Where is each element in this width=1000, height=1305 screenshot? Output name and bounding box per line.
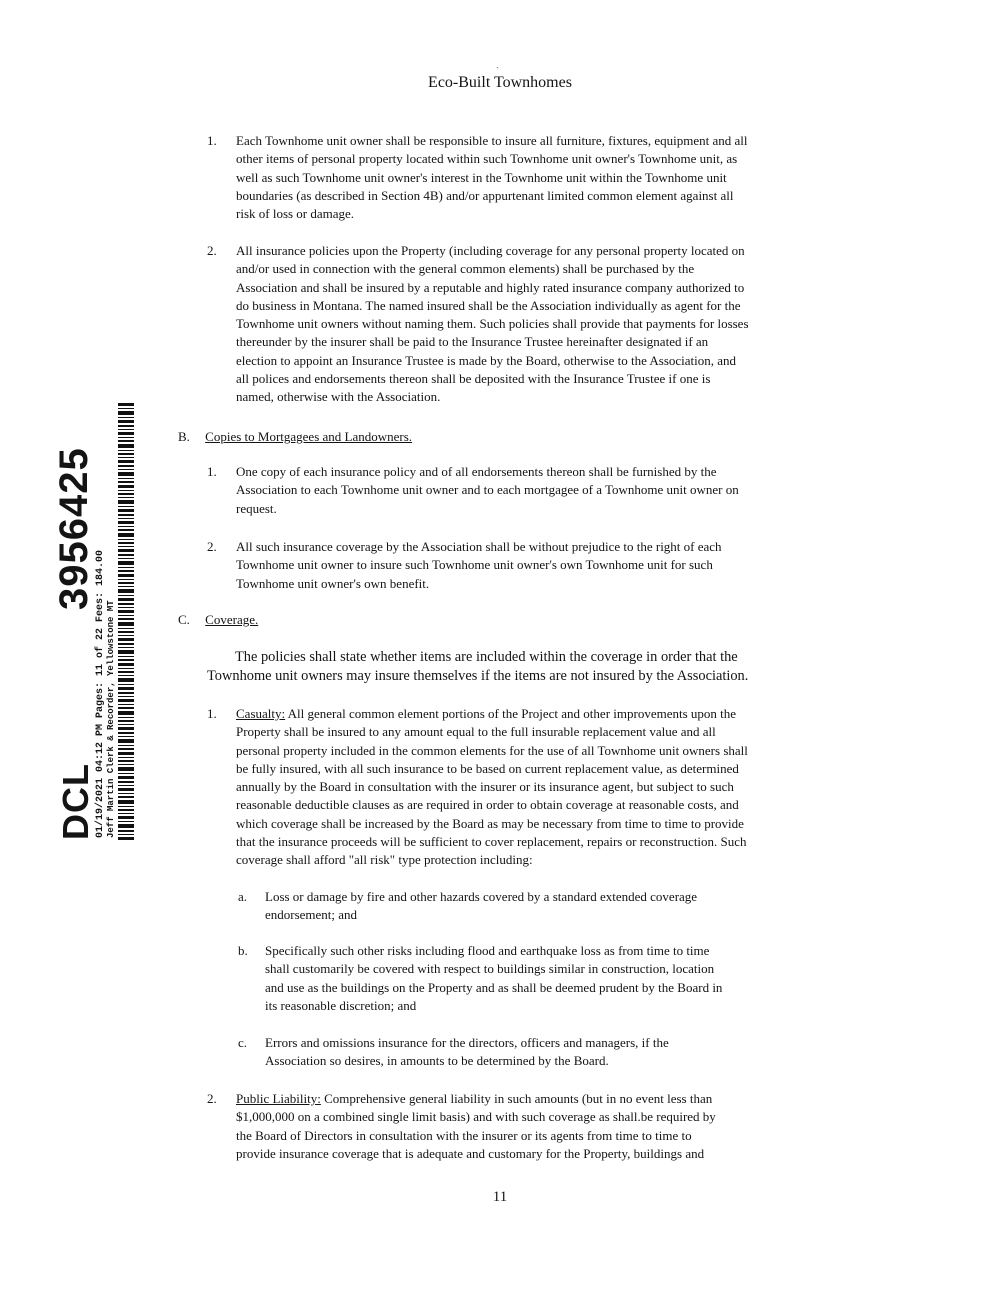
section-c-heading	[178, 611, 258, 629]
section-title: Coverage.	[205, 612, 259, 627]
stray-mark: ˏ	[496, 58, 500, 69]
text-line: Errors and omissions insurance for the directors, officers and managers, if the	[265, 1035, 669, 1050]
copies-item-1	[236, 463, 876, 518]
text-fragment: All general common element portions of the Project and other improvements upon the	[285, 706, 737, 721]
text-line: All such insurance coverage by the Association shall be without prejudice to the right of each	[236, 539, 722, 554]
subitem-a	[265, 888, 865, 925]
coverage-intro	[207, 648, 887, 686]
item-number: 2.	[207, 1091, 217, 1106]
insurance-item-1	[236, 132, 876, 223]
text-line: election to appoint an Insurance Trustee is made by the Board, otherwise to the Association, and	[236, 352, 737, 368]
text-fragment: Comprehensive general liability in such amounts (but in no event less than	[320, 1091, 713, 1106]
item-number: 1.	[207, 133, 217, 148]
text-line: reasonable deductible clauses as are required in order to obtain coverage at reasonable costs, and	[236, 797, 739, 813]
text-line: coverage shall afford "all risk" type protection including:	[236, 852, 533, 868]
recording-stamp	[52, 400, 135, 840]
subitem-letter: a.	[238, 889, 248, 904]
text-line: Townhome unit owners may insure themselves if the items are not insured by the Association.	[207, 668, 749, 684]
text-line: well as such Townhome unit owner's interest in the Townhome unit within the Townhome unit	[236, 169, 727, 185]
subitem-c	[265, 1034, 865, 1071]
text-line: risk of loss or damage.	[236, 206, 355, 222]
section-b-heading	[178, 428, 412, 446]
document-header: Eco-Built Townhomes	[428, 74, 572, 91]
section-letter: B.	[178, 429, 190, 444]
text-line: the Board of Directors in consultation with the insurer or its agents from time to time to	[236, 1127, 692, 1143]
text-line: be fully insured, with all such insurance to be based on current replacement value, as determined	[236, 760, 739, 776]
section-letter: C.	[178, 612, 190, 627]
text-line: Association to each Townhome unit owner and to each mortgagee of a Townhome unit owner on	[236, 482, 739, 498]
text-line: Townhome unit owners without naming them. Such policies shall provide that payments for losses	[236, 316, 749, 332]
copies-item-2	[236, 538, 876, 593]
stamp-prefix: DCL	[55, 763, 96, 840]
text-line: Loss or damage by fire and other hazards covered by a standard extended coverage	[265, 889, 698, 904]
text-line: The policies shall state whether items are included within the coverage in order that the	[235, 649, 738, 665]
text-line: Townhome unit owner's own benefit.	[236, 575, 430, 591]
casualty-item	[236, 705, 876, 870]
text-line: named, otherwise with the Association.	[236, 389, 441, 405]
casualty-label: Casualty:	[236, 706, 286, 721]
text-line: request.	[236, 500, 277, 516]
stamp-recording-info: 01/19/2021 04:12 PM Pages: 11 of 22 Fees: 184.00	[95, 549, 106, 838]
text-line: its reasonable discretion; and	[265, 997, 417, 1013]
public-liability-item	[236, 1090, 876, 1163]
text-line: Association and shall be insured by a reputable and highly rated insurance company authorized to	[236, 279, 745, 295]
subitem-b	[265, 942, 865, 1015]
text-line: other items of personal property located within such Townhome unit owner's Townhome unit, as	[236, 151, 738, 167]
text-line: Each Townhome unit owner shall be responsible to insure all furniture, fixtures, equipment and all	[236, 133, 748, 148]
text-line	[236, 705, 876, 723]
item-number: 2.	[207, 243, 217, 258]
item-number: 1.	[207, 706, 217, 721]
text-line: personal property included in the common elements for the use of all Townhome unit owners shall	[236, 742, 748, 758]
subitem-letter: b.	[238, 943, 248, 958]
text-line: endorsement; and	[265, 907, 358, 923]
text-line: and/or used in connection with the general common elements) shall be purchased by the	[236, 261, 695, 277]
text-line: all polices and endorsements thereon shall be deposited with the Insurance Trustee if one is	[236, 371, 711, 387]
text-line: Association so desires, in amounts to be determined by the Board.	[265, 1053, 609, 1069]
page-number: 11	[492, 1189, 508, 1205]
text-line: boundaries (as described in Section 4B) and/or appurtenant limited common element against all	[236, 187, 734, 203]
text-line: annually by the Board in consultation with the insurer or its insurance agent, but subject to such	[236, 779, 734, 795]
section-title: Copies to Mortgagees and Landowners.	[205, 429, 413, 444]
text-line: shall customarily be covered with respect to buildings similar in construction, location	[265, 961, 715, 977]
item-number: 1.	[207, 464, 217, 479]
text-line: All insurance policies upon the Property (including coverage for any personal property located on	[236, 243, 745, 258]
text-line: One copy of each insurance policy and of all endorsements thereon shall be furnished by the	[236, 464, 717, 479]
stamp-document-number: 3956425	[52, 447, 96, 610]
text-line: Townhome unit owner to insure such Townhome unit owner's own Townhome unit for such	[236, 557, 713, 573]
text-line: and use as the buildings on the Property and as shall be deemed prudent by the Board in	[265, 979, 723, 995]
subitem-letter: c.	[238, 1035, 248, 1050]
text-line: Property shall be insured to any amount equal to the full insurable replacement value and all	[236, 724, 716, 740]
text-line: provide insurance coverage that is adequate and customary for the Property, buildings and	[236, 1145, 705, 1161]
public-liability-label: Public Liability:	[236, 1091, 321, 1106]
barcode-icon	[118, 400, 134, 840]
text-line: $1,000,000 on a combined single limit basis) and with such coverage as shall.be required by	[236, 1109, 716, 1125]
stamp-recorder: Jeff Martin Clerk & Recorder, Yellowstone MT	[106, 600, 116, 838]
text-line: Specifically such other risks including flood and earthquake loss as from time to time	[265, 943, 710, 958]
text-line	[236, 1090, 876, 1108]
insurance-item-2	[236, 242, 876, 407]
text-line: do business in Montana. The named insured shall be the Association individually as agent for the	[236, 297, 741, 313]
item-number: 2.	[207, 539, 217, 554]
text-line: that the insurance proceeds will be sufficient to cover replacement, repairs or reconstruction. Such	[236, 834, 747, 850]
text-line: thereunder by the insurer shall be paid to the Insurance Trustee hereinafter designated if an	[236, 334, 709, 350]
text-line: which coverage shall be increased by the Board as may be necessary from time to time to provide	[236, 815, 744, 831]
